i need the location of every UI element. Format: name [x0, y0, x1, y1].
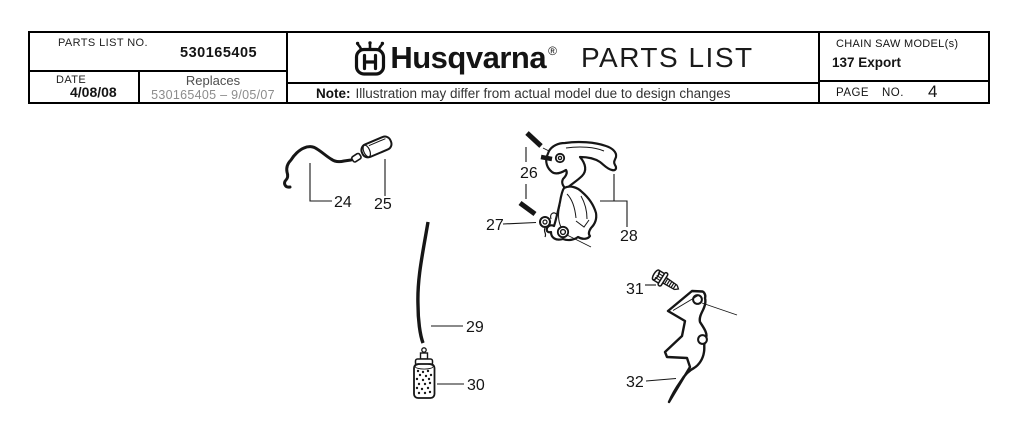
replaces-label: Replaces — [185, 73, 241, 88]
callout-27: 27 — [486, 217, 504, 234]
part-25-filter-cartridge — [351, 135, 393, 163]
note-label: Note: — [316, 85, 351, 101]
parts-list-no-label: PARTS LIST NO. — [58, 37, 148, 49]
callout-leader-lines — [310, 147, 676, 384]
part-31-screw — [650, 267, 682, 295]
callout-31: 31 — [626, 281, 644, 298]
part-28-brake-lever-upper — [541, 142, 616, 189]
callout-28: 28 — [620, 228, 638, 245]
page-no-label: NO. — [882, 87, 904, 99]
model-value: 137 Export — [832, 55, 902, 70]
registered-mark: ® — [548, 43, 557, 58]
callout-32: 32 — [626, 374, 644, 391]
document-title: PARTS LIST — [580, 41, 754, 73]
part-28-brake-lever-lower — [547, 187, 597, 247]
part-32-spike-bumper — [665, 291, 737, 402]
parts-list-no-value: 530165405 — [180, 45, 258, 61]
part-30-fuel-filter — [414, 348, 435, 398]
note-text: Illustration may differ from actual model due to design changes — [355, 85, 731, 101]
callout-26: 26 — [520, 165, 538, 182]
leader-28 — [600, 174, 627, 227]
page-number: 4 — [928, 82, 938, 101]
leader-27 — [503, 223, 536, 225]
date-value: 4/08/08 — [70, 84, 117, 100]
model-label: CHAIN SAW MODEL(s) — [836, 38, 959, 50]
replaces-value: 530165405 – 9/05/07 — [151, 88, 275, 102]
leader-32 — [646, 379, 676, 382]
callout-24: 24 — [334, 194, 352, 211]
callout-labels — [334, 165, 644, 394]
callout-25: 25 — [374, 196, 392, 213]
brand-name: Husqvarna — [390, 39, 547, 75]
callout-29: 29 — [466, 319, 484, 336]
part-29-fuel-hose — [418, 222, 428, 343]
part-24-fuel-line — [285, 147, 351, 188]
leader-24 — [310, 163, 332, 201]
date-label: DATE — [56, 74, 87, 86]
callout-30: 30 — [467, 377, 485, 394]
page-label: PAGE — [836, 87, 870, 99]
